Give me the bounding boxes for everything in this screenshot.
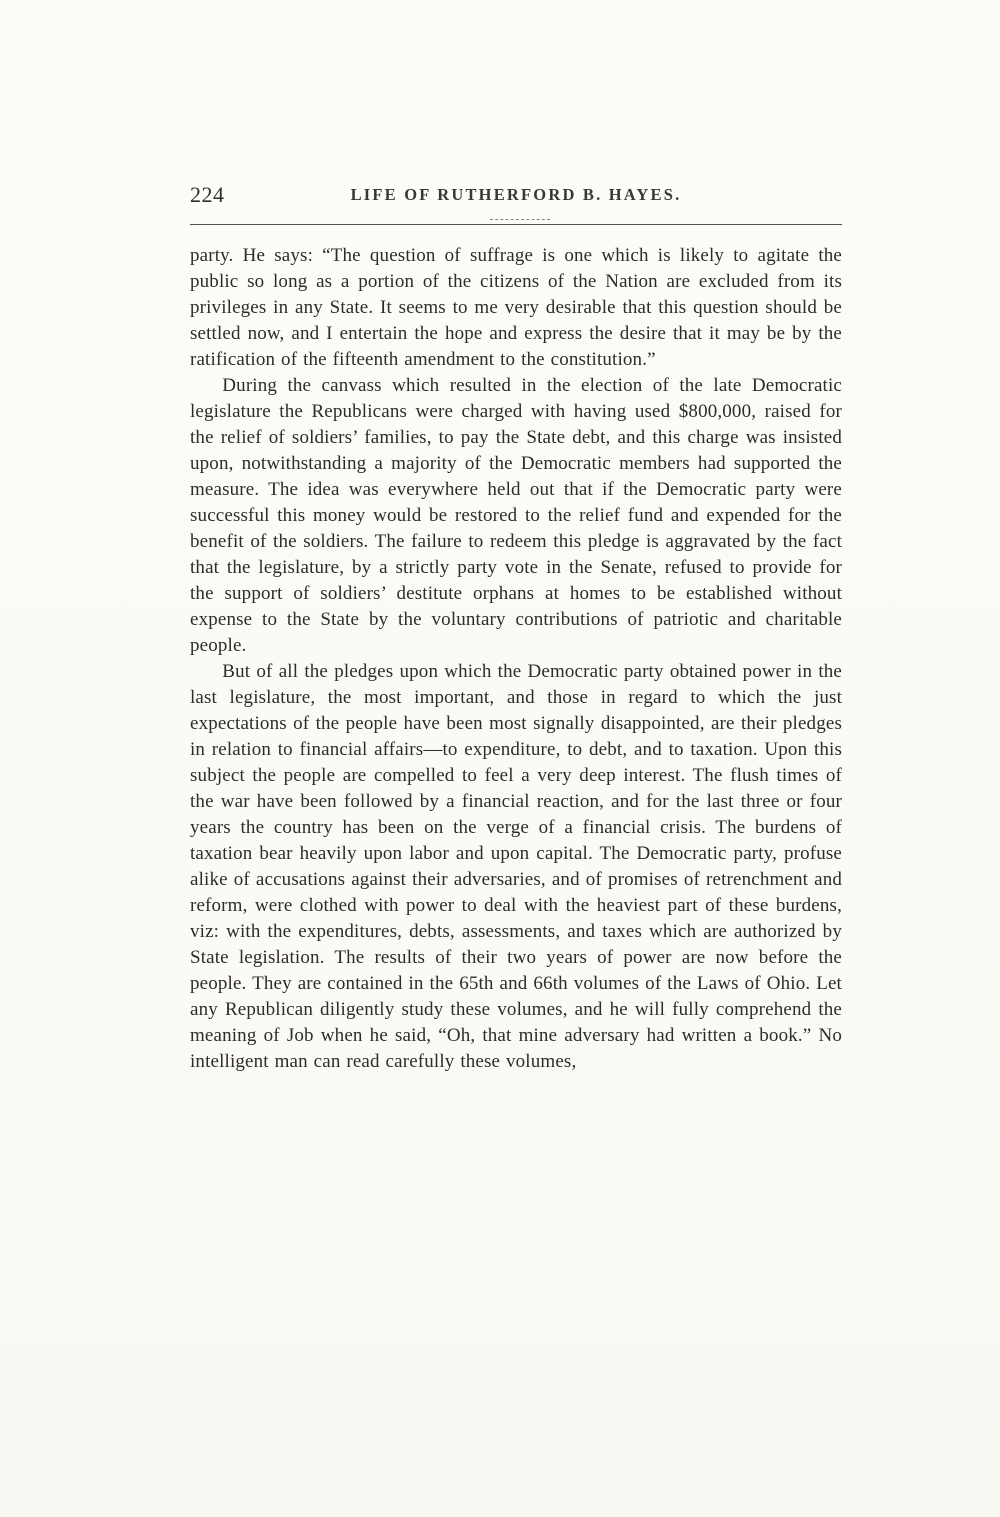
- paragraph: But of all the pledges upon which the Democratic party obtained power in the last legislature, the most important, and those in regard to which the just expectations of the people have been most signally disappointed, are their pledges in relation to financial affairs—to expenditure, to debt, and to taxation. Upon this subject the people are compelled to feel a very deep interest. The flush times of the war have been followed by a financial reaction, and for the last three or four years the country has been on the verge of a financial crisis. The burdens of taxation bear heavily upon labor and upon capital. The Democratic party, profuse alike of accusations against their adversaries, and of promises of retrenchment and reform, were clothed with power to deal with the heaviest part of these burdens, viz: with the expenditures, debts, assessments, and taxes which are authorized by State legislation. The results of their two years of power are now before the people. They are contained in the 65th and 66th volumes of the Laws of Ohio. Let any Republican diligently study these volumes, and he will fully comprehend the meaning of Job when he said, “Oh, that mine adversary had written a book.” No intelligent man can read carefully these volumes,: [190, 661, 842, 1072]
- content-column: [190, 182, 842, 1075]
- paragraph: During the canvass which resulted in the election of the late Democratic legislature the Republicans were charged with having used $800,000, raised for the relief of soldiers’ families, to pay the State debt, and this charge was insisted upon, notwithstanding a majority of the Democratic members had supported the measure. The idea was everywhere held out that if the Democratic party were successful this money would be restored to the relief fund and expended for the benefit of the soldiers. The failure to redeem this pledge is aggravated by the fact that the legislature, by a strictly party vote in the Senate, refused to provide for the support of soldiers’ destitute orphans at homes to be established without expense to the State by the voluntary contributions of patriotic and charitable people.: [190, 375, 842, 656]
- running-title: LIFE OF RUTHERFORD B. HAYES.: [350, 185, 682, 204]
- page-number: 224: [190, 182, 225, 207]
- page-text: [190, 243, 842, 1075]
- page-header: [190, 182, 842, 212]
- header-divider: [190, 224, 842, 225]
- paragraph: party. He says: “The question of suffrage is one which is likely to agitate the public so long as a portion of the citizens of the Nation are excluded from its privileges in any State. It seems to me very desirable that this question should be settled now, and I entertain the hope and express the desire that it may be by the ratification of the fifteenth amendment to the constitution.”: [190, 245, 842, 370]
